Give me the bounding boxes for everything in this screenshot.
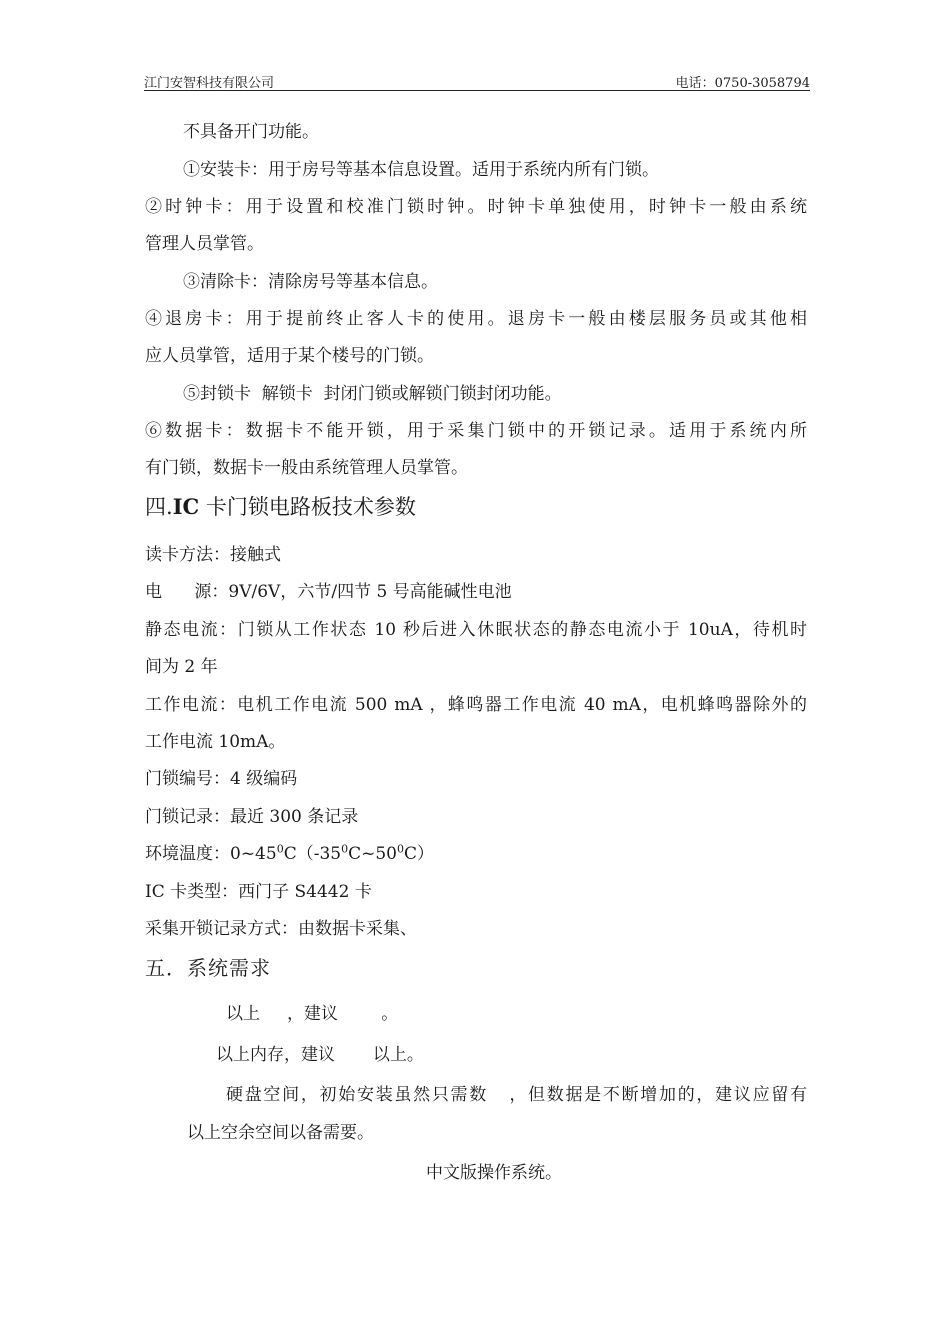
disk-requirement-line2: 以上空余空间以备需要。 — [187, 1123, 374, 1143]
intro-tail: 不具备开门功能。 — [183, 122, 319, 142]
data-card-line1: ⑥数据卡：数据卡不能开锁，用于采集门锁中的开锁记录。适用于系统内所 — [145, 421, 807, 441]
section4-number: 四. — [145, 495, 173, 519]
static-current-line2: 间为 2 年 — [145, 657, 218, 677]
temp-degree-2: 0 — [341, 842, 349, 856]
static-current-line1: 静态电流：门锁从工作状态 10 秒后进入休眠状态的静态电流小于 10uA，待机时 — [145, 620, 807, 640]
checkout-card-line1: ④退房卡：用于提前终止客人卡的使用。退房卡一般由楼层服务员或其他相 — [145, 309, 807, 329]
cpu-requirement: 以上 ，建议 。 — [226, 1004, 399, 1024]
work-current-line1: 工作电流：电机工作电流 500 mA ，蜂鸣器工作电流 40 mA，电机蜂鸣器除外的 — [145, 695, 807, 715]
temp-end: C） — [403, 844, 434, 864]
temp-prefix: 环境温度：0~45 — [145, 844, 277, 864]
temp-degree-1: 0 — [276, 842, 284, 856]
ic-card-type: IC 卡类型：西门子 S4442 卡 — [145, 882, 372, 902]
read-method: 读卡方法：接触式 — [145, 545, 281, 565]
phone-number: 电话：0750-3058794 — [675, 76, 810, 91]
work-current-line2: 工作电流 10mA。 — [145, 732, 286, 752]
install-card: ①安装卡：用于房号等基本信息设置。适用于系统内所有门锁。 — [183, 160, 659, 180]
clock-card-line2: 管理人员掌管。 — [145, 234, 264, 254]
clear-card: ③清除卡：清除房号等基本信息。 — [183, 272, 438, 292]
power-spec: 电 源：9V/6V，六节/四节 5 号高能碱性电池 — [145, 582, 512, 602]
section4-ic: IC — [172, 494, 200, 519]
section5-heading: 五．系统需求 — [145, 956, 271, 980]
os-requirement: 中文版操作系统。 — [426, 1163, 562, 1183]
temp-mid-2: C~50 — [348, 844, 397, 864]
section4-title: 卡门锁电路板技术参数 — [199, 495, 416, 519]
page-header — [144, 70, 810, 91]
disk-requirement-line1: 硬盘空间，初始安装虽然只需数 ，但数据是不断增加的，建议应留有 — [226, 1085, 807, 1105]
clock-card-line1: ②时钟卡：用于设置和校准门锁时钟。时钟卡单独使用，时钟卡一般由系统 — [145, 197, 807, 217]
memory-requirement: 以上内存，建议 以上。 — [216, 1045, 424, 1065]
lock-card: ⑤封锁卡 解锁卡 封闭门锁或解锁门锁封闭功能。 — [183, 384, 562, 404]
lock-record: 门锁记录：最近 300 条记录 — [145, 807, 359, 827]
data-card-line2: 有门锁，数据卡一般由系统管理人员掌管。 — [145, 458, 468, 478]
temp-mid-1: C（-35 — [283, 844, 342, 864]
temp-degree-3: 0 — [396, 842, 404, 856]
checkout-card-line2: 应人员掌管，适用于某个楼号的门锁。 — [145, 346, 434, 366]
lock-code: 门锁编号：4 级编码 — [145, 769, 298, 789]
company-name: 江门安智科技有限公司 — [144, 76, 275, 91]
ambient-temperature — [145, 843, 434, 865]
collect-method: 采集开锁记录方式：由数据卡采集、 — [145, 919, 417, 939]
section4-heading — [145, 496, 416, 518]
